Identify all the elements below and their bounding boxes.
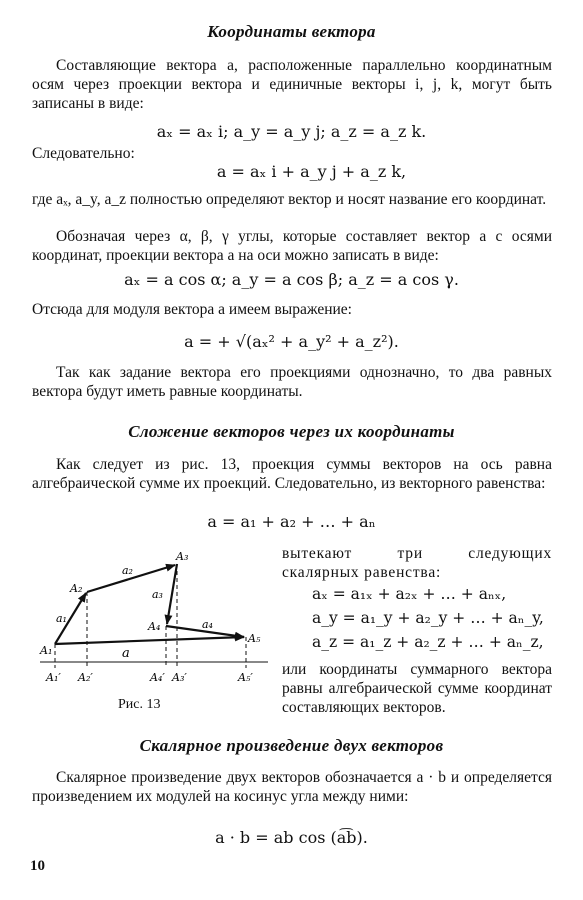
label-A5-prime: A₅′ <box>238 671 253 684</box>
label-a2: a₂ <box>122 564 133 577</box>
section-heading-scalar-product: Скалярное произведение двух векторов <box>139 736 444 755</box>
paragraph-equal-vectors: Так как задание вектора его проекциями однозначно, то два равных вектора будут иметь равные координаты. <box>32 364 552 400</box>
figure-13 <box>30 540 275 690</box>
label-A3: A₃ <box>176 550 189 563</box>
formula-vector-sum: a = aₓ i + a_y j + a_z k, <box>216 162 407 181</box>
section-heading-coordinates: Координаты вектора <box>207 22 376 41</box>
formula-modulus: a = + √(aₓ² + a_y² + a_z²). <box>184 332 399 351</box>
formula-scalar-product: a · b = ab cos (a͡b). <box>215 828 368 847</box>
page-number: 10 <box>30 858 45 874</box>
formula-z-component: a_z = a₁_z + a₂_z + … + aₙ_z, <box>312 633 544 651</box>
formula-vector-equation: a = a₁ + a₂ + … + aₙ <box>207 512 376 531</box>
paragraph-scalar-equalities: вытекают три следующих скалярных равенства: <box>282 545 552 581</box>
paragraph-projection-sum: Как следует из рис. 13, проекция суммы векторов на ось равна алгебраической сумме их проекций. Следовательно, из векторного равенства: <box>32 456 552 492</box>
paragraph-therefore: Следовательно: <box>32 145 135 162</box>
figure-caption: Рис. 13 <box>118 697 161 712</box>
formula-components: aₓ = aₓ i; a_y = a_y j; a_z = a_z k. <box>156 122 427 141</box>
paragraph-angles: Обозначая через α, β, γ углы, которые составляет вектор a с осями координат, проекции вектора a на оси можно записать в виде: <box>32 228 552 264</box>
paragraph-sum-coordinates: или координаты суммарного вектора равны алгебраической сумме координат составляющих векторов. <box>282 661 552 716</box>
label-a3: a₃ <box>152 588 163 601</box>
label-A2: A₂ <box>70 582 83 595</box>
formula-y-component: a_y = a₁_y + a₂_y + … + aₙ_y, <box>312 609 544 627</box>
label-a4: a₄ <box>202 618 213 631</box>
formula-direction-cosines: aₓ = a cos α; a_y = a cos β; a_z = a cos γ. <box>124 270 459 289</box>
formula-x-component: aₓ = a₁ₓ + a₂ₓ + … + aₙₓ, <box>312 585 507 603</box>
paragraph-modulus: Отсюда для модуля вектора a имеем выражение: <box>32 301 352 318</box>
label-A4: A₄ <box>148 620 161 633</box>
section-heading-addition: Сложение векторов через их координаты <box>128 422 455 441</box>
label-a1: a₁ <box>56 612 67 625</box>
label-a-sum: a <box>122 646 130 661</box>
paragraph-components: Составляющие вектора a, расположенные параллельно координатным осям через проекции вектора и единичные векторы i, j, k, могут быть записаны в виде: <box>32 57 552 112</box>
label-A2-prime: A₂′ <box>78 671 93 684</box>
label-A5: A₅ <box>248 632 261 645</box>
label-A3-prime: A₃′ <box>172 671 187 684</box>
label-A4-prime: A₄′ <box>150 671 165 684</box>
vector-a-sum <box>55 637 244 644</box>
vector-a3 <box>167 564 177 624</box>
label-A1: A₁ <box>40 644 53 657</box>
paragraph-scalar-product: Скалярное произведение двух векторов обозначается a · b и определяется произведением их модулей на косинус угла между ними: <box>32 769 552 805</box>
paragraph-coordinates-def: где aₓ, a_y, a_z полностью определяют вектор и носят название его координат. <box>32 191 547 208</box>
label-A1-prime: A₁′ <box>46 671 61 684</box>
